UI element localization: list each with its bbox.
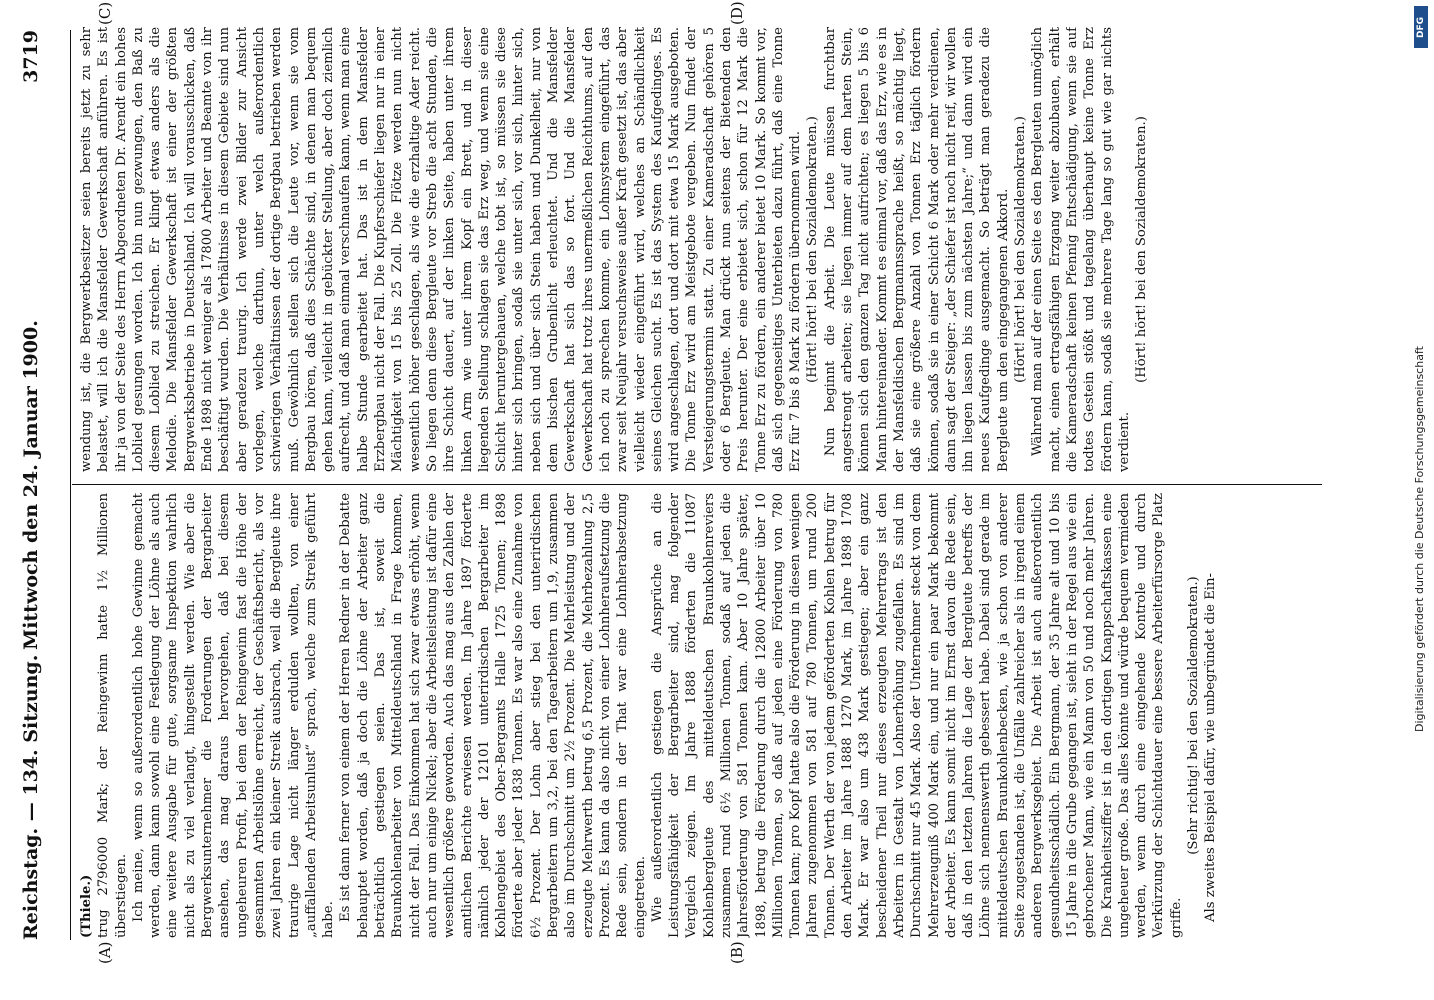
margin-marker-a: (A) bbox=[96, 941, 114, 964]
paragraph: Es ist dann ferner von einem der Herren Redner in der Debatte behauptet worden, daß ja doch die Löhne der Arbeiter ganz beträchtlich gestiegen seien. Das ist, soweit die Braunkohlenarbeiter von Mitteldeutschland in Frage kommen, nicht der Fall. Das Einkommen hat sich zwar etwas erhöht, wenn auch nur um einige Nickel; aber die Arbeitsleistung ist dafür eine wesentlich größere geworden. Auch das mag aus den Zahlen der amtlichen Berichte erwiesen werden. Im Jahre 1897 förderte nämlich jeder der 12101 unterirdischen Bergarbeiter im Kohlengebiet des Ober-Bergamts Halle 1725 Tonnen; 1898 förderte aber jeder 1838 Tonnen. Es war also eine Zunahme von 6½ Prozent. Der Lohn aber stieg bei den unterirdischen Bergarbeitern um 3,2, bei den Tagearbeitern um 1,9, zusammen also im Durchschnitt um 2½ Prozent. Die Mehrleistung und der erzeugte Mehrwerth betrug 6,5 Prozent, die Mehrbezahlung 2,5 Prozent. Es kann da also nicht von einer Lohnheraufsetzung die Rede sein, sondern in der That war eine Lohnherabsetzung eingetreten. bbox=[338, 493, 648, 938]
header-rule bbox=[70, 30, 71, 940]
page-header bbox=[12, 30, 52, 940]
paragraph: trug 2796000 Mark; der Reingewinn hatte 1½ Millionen überstiegen. bbox=[96, 493, 129, 938]
margin-marker-b: (B) bbox=[728, 941, 746, 964]
header-left: Reichstag. — 134. Sitzung. bbox=[20, 654, 42, 940]
paragraph: Wie außerordentlich gestiegen die Ansprüche an die Leistungsfähigkeit der Bergarbeiter sind, mag folgender Vergleich zeigen. Im Jahre 1888 förderten die 11087 Kohlenbergleute des mitteldeutschen Braunkohlenreviers zusammen rund 6½ Millionen Tonnen, sodaß auf jeden die Jahresförderung von 581 Tonnen kam. Aber 10 Jahre später, 1898, betrug die Förderung durch die 12800 Arbeiter über 10 Millionen Tonnen, so daß auf jeden eine Förderung von 780 Tonnen kam; pro Kopf hatte also die Förderung in diesen wenigen Jahren zugenommen von 581 auf 780 Tonnen, um rund 200 Tonnen. Der Werth der von jedem geförderten Kohlen betrug für den Arbeiter im Jahre 1888 1270 Mark, im Jahre 1898 1708 Mark. Er war also um 438 Mark gestiegen; aber ein ganz bescheidener Theil nur dieses erzeugten Mehrertrags ist den Arbeitern in Gestalt von Lohnerhöhung zugefallen. Es sind im Durchschnitt nur 45 Mark. Also der Unternehmer steckt von dem Mehrerzeugniß 400 Mark ein, und nur ein paar Mark bekommt der Arbeiter. Es kann somit nicht im Ernst davon die Rede sein, daß in den letzten Jahren die Lage der Bergleute betreffs der Löhne sich nennenswerth gebessert habe. Dabei sind gerade im mitteldeutschen Braunkohlenbecken, wie ja schon von anderer Seite zugestanden ist, die Unfälle zahlreicher als in irgend einem anderen Bergwerksgebiet. Die Arbeit ist auch außerordentlich gesundheitsschädlich. Ein Bergmann, der 35 Jahre alt und 10 bis 15 Jahre in die Grube gegangen ist, sieht in der Regel aus wie ein gebrochener Mann, wie ein Mann von 50 und noch mehr Jahren. Die Krankheitsziffer ist in den dortigen Knappschaftskassen eine ungeheuer große. Das alles könnte und würde bequem vermieden werden, wenn durch eine eingehende Kontrole und durch Verkürzung der Schichtdauer eine bessere Arbeiterfürsorge Platz griffe. bbox=[649, 493, 1184, 938]
page-number: 3719 bbox=[20, 30, 42, 83]
paragraph: Nun beginnt die Arbeit. Die Leute müssen furchtbar angestrengt arbeiten; sie liegen immer auf dem harten Stein, können sich den ganzen Tag nicht aufrichten; es liegen 5 bis 6 Mann hintereinander. Kommt es einmal vor, daß das Erz, wie es in der Mansfeldischen Bergmannssprache heißt, so mächtig liegt, daß sie eine größere Anzahl von Tonnen Erz täglich fördern können, sodaß sie in einer Schicht 6 Mark oder mehr verdienen, dann sagt der Steiger: „der Schiefer ist noch nicht reif, wir wollen ihn liegen lassen bis zum nächsten Jahre;“ und dann wird ein neues Kaufgedinge ausgemacht. So beträgt man geradezu die Bergleute um den eingegangenen Akkord. bbox=[822, 27, 1011, 472]
digitization-strip bbox=[1400, 0, 1434, 1000]
margin-marker-d: (D) bbox=[728, 1, 746, 25]
dfg-logo-icon: DFG bbox=[1414, 6, 1428, 48]
margin-marker-c: (C) bbox=[96, 1, 114, 25]
header-date: Mittwoch den 24. Januar 1900. bbox=[20, 320, 42, 650]
speaker-name: (Thiele.) bbox=[79, 874, 94, 938]
column-divider bbox=[72, 484, 1322, 485]
paragraph: Als zweites Beispiel dafür, wie unbegründet die Ein- bbox=[1203, 573, 1219, 922]
interjection: (Hört! hört! bei den Sozialdemokraten.) bbox=[1134, 116, 1150, 383]
paragraph: wendung ist, die Bergwerkbesitzer seien bereits jetzt zu sehr belastet, will ich die Mansfelder Gewerkschaft anführen. Es ist ihr ja von der Seite des Herrn Abgeordneten Dr. Arendt ein hohes Loblied gesungen worden. Ich bin nun gezwungen, den Baß zu diesem Loblied zu streichen. Er klingt etwas anders als die Melodie. Die Mansfelder Gewerkschaft ist einer der größten Bergwerksbetriebe in Deutschland. Ich will vorausschicken, daß Ende 1898 nicht weniger als 17800 Arbeiter und Beamte von ihr beschäftigt wurden. Die Verhältnisse in diesem Gebiete sind nun aber geradezu traurig. Ich werde zwei Bilder zur Ansicht vorlegen, welche darthun, unter welch außerordentlich schwierigen Verhältnissen der dortige Bergbau betrieben werden muß. Gewöhnlich stellen sich die Leute vor, wenn sie vom Bergbau hören, daß dies Schächte sind, in denen man bequem gehen kann, vielleicht in gebückter Stellung, aber doch ziemlich aufrecht, und daß man einmal verschnaufen kann, wenn man eine halbe Stunde gearbeitet hat. Das ist in dem Mansfelder Erzbergbau nicht der Fall. Die Kupferschiefer liegen nur in einer Mächtigkeit von 15 bis 25 Zoll. Die Flötze werden nun nicht wesentlich höher geschlagen, als wie die erzhaltige Ader reicht. So liegen denn diese Bergleute vor Streb die acht Stunden, die ihre Schicht dauert, auf der linken Seite, haben unter ihrem linken Arm wie unter ihrem Kopf ein Brett, und in dieser liegenden Stellung schlagen sie das Erz weg, und wenn sie eine Schicht heruntergehauen, welche tobt ist, so müssen sie diese hinter sich bringen, sodaß sie unter sich, vor sich, hinter sich, neben sich und über sich Stein haben und Dunkelheit, nur von dem bischen Grubenlicht erleuchtet. Und die Mansfelder Gewerkschaft hat sich das so fort. Und die Mansfelder Gewerkschaft hat trotz ihres unermeßlichen Reichthums, auf den ich noch zu sprechen komme, ein Lohnsystem eingeführt, das zwar seit Neujahr versuchsweise außer Kraft gesetzt ist, das aber vielleicht wieder eingeführt wird, welches an Schändlichkeit seines Gleichen sucht. Es ist das System des Kaufgedinges. Es wird angeschlagen, dort und dort mit etwa 15 Mark ausgeboten. Die Tonne Erz wird am Meistgebote vergeben. Nun findet der Versteigerungstermin statt. Zu einer Kameradschaft gehören 5 oder 6 Bergleute. Man drückt nun seitens der Bietenden den Preis herunter. Der eine erbietet sich, schon für 12 Mark die Tonne Erz zu fördern, ein anderer bietet 10 Mark. So kommt vor, daß sich gegenseitiges Unterbieten dazu führt, daß eine Tonne Erz für 7 bis 8 Mark zu fördern übernommen wird. bbox=[79, 27, 804, 472]
paragraph: Ich meine, wenn so außerordentlich hohe Gewinne gemacht werden, dann kann sowohl eine Festlegung der Löhne als auch eine weitere Ausgabe für gute, sorgsame Inspektion wahrlich nicht als zu viel verlangt, hingestellt werden. Wie aber die Bergwerksunternehmer die Forderungen der Bergarbeiter ansehen, das mag daraus hervorgehen, daß bei diesem ungeheuren Profit, bei dem der Reingewinn fast die Höhe der gesammten Arbeitslöhne erreicht, der Geschäftsbericht, als vor zwei Jahren ein kleiner Streik ausbrach, weil die Bergleute ihre traurige Lage nicht länger erdulden wollten, von einer „auffallenden Arbeitsunlust“ sprach, welche zum Streik geführt habe. bbox=[130, 493, 337, 938]
interjection: (Hört! hört! bei den Sozialdemokraten.) bbox=[805, 116, 821, 383]
right-column bbox=[78, 27, 1318, 472]
paragraph: Während man auf der einen Seite es den Bergleuten unmöglich macht, einen ertragsfähigen Erzgang weiter abzubauen, erhält die Kameradschaft keinen Pfennig Entschädigung, wenn sie auf todtes Gestein stößt und tagelang überhaupt keine Tonne Erz fördern kann, sodaß sie mehrere Tage lang so gut wie gar nichts verdient. bbox=[1030, 27, 1132, 472]
digitization-note: Digitalisierung gefördert durch die Deutsche Forschungsgemeinschaft bbox=[1413, 346, 1426, 732]
left-column bbox=[78, 493, 1318, 938]
interjection: (Sehr richtig! bei den Sozialdemokraten.) bbox=[1186, 576, 1201, 855]
interjection: (Hört! hört! bei den Sozialdemokraten.) bbox=[1013, 116, 1029, 383]
